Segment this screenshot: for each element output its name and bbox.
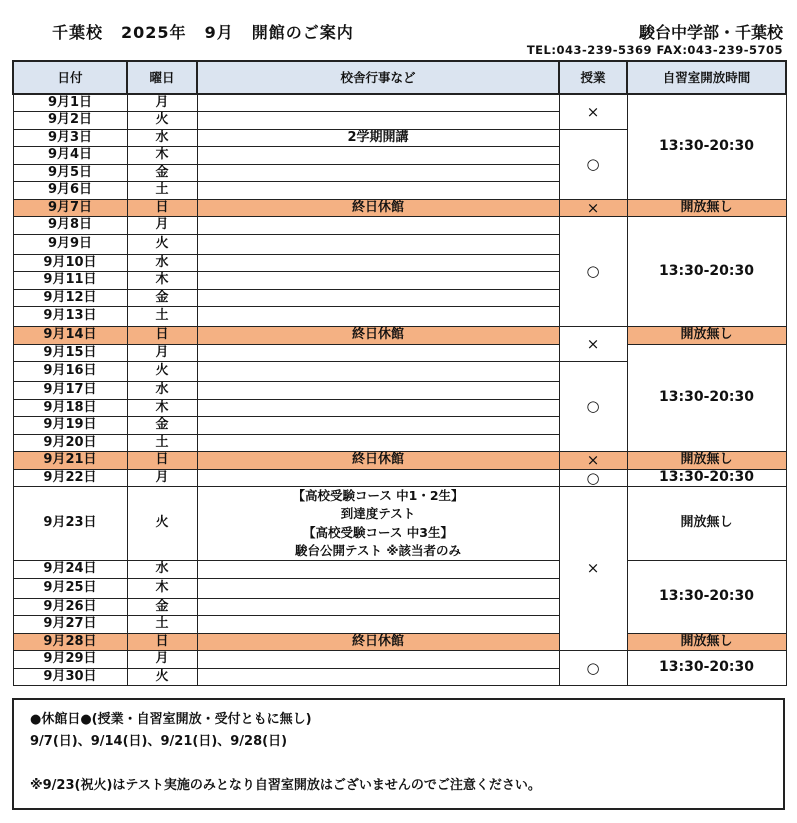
day-cell: 月 xyxy=(127,94,197,112)
day-cell: 火 xyxy=(127,487,197,561)
date-cell: 9月2日 xyxy=(13,112,127,130)
event-cell xyxy=(197,469,559,487)
table-row xyxy=(13,217,786,235)
event-cell xyxy=(197,651,559,669)
date-cell: 9月11日 xyxy=(13,272,127,290)
day-cell: 土 xyxy=(127,434,197,452)
col-study-room: 自習室開放時間 xyxy=(627,61,786,94)
day-cell: 金 xyxy=(127,164,197,182)
event-line: 【高校受験コース 中1・2生】 xyxy=(292,488,464,504)
event-cell: 終日休館 xyxy=(197,199,559,217)
day-cell: 月 xyxy=(127,651,197,669)
event-line: 駿台公開テスト ※該当者のみ xyxy=(294,542,461,558)
date-cell: 9月20日 xyxy=(13,434,127,452)
event-cell xyxy=(197,217,559,235)
day-cell: 日 xyxy=(127,327,197,345)
closed-dates: 9/7(日)、9/14(日)、9/21(日)、9/28(日) xyxy=(30,734,288,749)
date-cell: 9月1日 xyxy=(13,94,127,112)
date-cell: 9月7日 xyxy=(13,199,127,217)
study-room-cell: 開放無し xyxy=(627,633,786,651)
date-cell: 9月28日 xyxy=(13,633,127,651)
class-cell: × xyxy=(559,199,627,217)
date-cell: 9月14日 xyxy=(13,327,127,345)
date-cell: 9月26日 xyxy=(13,598,127,616)
day-cell: 水 xyxy=(127,254,197,272)
day-cell: 火 xyxy=(127,234,197,254)
day-cell: 木 xyxy=(127,399,197,417)
col-date: 日付 xyxy=(13,61,127,94)
study-room-cell: 開放無し xyxy=(627,452,786,470)
day-cell: 水 xyxy=(127,129,197,147)
event-cell xyxy=(197,234,559,254)
event-cell xyxy=(197,417,559,435)
study-room-cell: 開放無し xyxy=(627,487,786,561)
date-cell: 9月23日 xyxy=(13,487,127,561)
day-cell: 木 xyxy=(127,272,197,290)
day-cell: 月 xyxy=(127,469,197,487)
study-room-cell: 13:30-20:30 xyxy=(627,561,786,634)
date-cell: 9月12日 xyxy=(13,289,127,307)
event-cell: 終日休館 xyxy=(197,327,559,345)
study-room-cell: 開放無し xyxy=(627,327,786,345)
day-cell: 土 xyxy=(127,307,197,327)
col-classes: 授業 xyxy=(559,61,627,94)
date-cell: 9月16日 xyxy=(13,362,127,382)
event-cell xyxy=(197,399,559,417)
date-cell: 9月9日 xyxy=(13,234,127,254)
event-cell xyxy=(197,147,559,165)
event-cell xyxy=(197,487,559,561)
class-cell: ○ xyxy=(559,362,627,452)
day-cell: 日 xyxy=(127,452,197,470)
day-cell: 日 xyxy=(127,633,197,651)
event-cell xyxy=(197,362,559,382)
class-cell: × xyxy=(559,94,627,129)
class-cell: ○ xyxy=(559,651,627,686)
table-row xyxy=(13,487,786,561)
notice-heading: ●休館日●(授業・自習室開放・受付ともに無し) xyxy=(30,712,312,727)
class-cell: × xyxy=(559,327,627,362)
closure-notice xyxy=(12,698,785,810)
table-row-closed xyxy=(13,199,786,217)
date-cell: 9月24日 xyxy=(13,561,127,579)
schedule-table xyxy=(12,60,787,686)
page-title xyxy=(52,20,372,43)
table-header-row xyxy=(13,61,786,94)
notice-spacer xyxy=(30,752,767,774)
date-cell: 9月10日 xyxy=(13,254,127,272)
day-cell: 土 xyxy=(127,616,197,634)
year: 2025年 xyxy=(121,23,187,42)
event-cell: 終日休館 xyxy=(197,452,559,470)
event-cell xyxy=(197,598,559,616)
table-row-closed xyxy=(13,633,786,651)
event-cell xyxy=(197,182,559,200)
event-cell: 2学期開講 xyxy=(197,129,559,147)
event-line: 【高校受験コース 中3生】 xyxy=(303,524,453,540)
date-cell: 9月15日 xyxy=(13,344,127,362)
event-cell xyxy=(197,616,559,634)
study-room-cell: 13:30-20:30 xyxy=(627,94,786,199)
event-cell xyxy=(197,578,559,598)
date-cell: 9月8日 xyxy=(13,217,127,235)
event-cell xyxy=(197,164,559,182)
table-row-closed xyxy=(13,452,786,470)
event-cell xyxy=(197,382,559,400)
date-cell: 9月19日 xyxy=(13,417,127,435)
day-cell: 火 xyxy=(127,668,197,686)
col-events: 校舎行事など xyxy=(197,61,559,94)
date-cell: 9月17日 xyxy=(13,382,127,400)
day-cell: 火 xyxy=(127,112,197,130)
day-cell: 水 xyxy=(127,561,197,579)
study-room-cell: 開放無し xyxy=(627,199,786,217)
event-cell xyxy=(197,344,559,362)
study-room-cell: 13:30-20:30 xyxy=(627,651,786,686)
month: 9月 xyxy=(204,23,234,42)
table-row xyxy=(13,651,786,669)
event-line: 到達度テスト xyxy=(340,506,416,522)
study-room-cell: 13:30-20:30 xyxy=(627,469,786,487)
study-room-cell: 13:30-20:30 xyxy=(627,217,786,327)
date-cell: 9月27日 xyxy=(13,616,127,634)
study-room-cell: 13:30-20:30 xyxy=(627,344,786,452)
event-cell xyxy=(197,668,559,686)
table-row xyxy=(13,469,786,487)
date-cell: 9月4日 xyxy=(13,147,127,165)
date-cell: 9月5日 xyxy=(13,164,127,182)
day-cell: 金 xyxy=(127,289,197,307)
day-cell: 火 xyxy=(127,362,197,382)
notice-warning: ※9/23(祝火)はテスト実施のみとなり自習室開放はございませんのでご注意ください。 xyxy=(30,778,541,793)
date-cell: 9月21日 xyxy=(13,452,127,470)
day-cell: 土 xyxy=(127,182,197,200)
day-cell: 金 xyxy=(127,598,197,616)
event-cell: 終日休館 xyxy=(197,633,559,651)
class-cell: ○ xyxy=(559,217,627,327)
organization-name: 駿台中学部・千葉校 xyxy=(638,23,783,42)
event-cell xyxy=(197,94,559,112)
event-cell xyxy=(197,289,559,307)
day-cell: 木 xyxy=(127,578,197,598)
class-cell: ○ xyxy=(559,129,627,199)
date-cell: 9月18日 xyxy=(13,399,127,417)
col-day: 曜日 xyxy=(127,61,197,94)
table-row xyxy=(13,94,786,112)
date-cell: 9月6日 xyxy=(13,182,127,200)
event-cell xyxy=(197,112,559,130)
date-cell: 9月25日 xyxy=(13,578,127,598)
event-cell xyxy=(197,434,559,452)
event-cell xyxy=(197,307,559,327)
day-cell: 日 xyxy=(127,199,197,217)
class-cell: ○ xyxy=(559,469,627,487)
date-cell: 9月30日 xyxy=(13,668,127,686)
class-cell: × xyxy=(559,487,627,651)
date-cell: 9月3日 xyxy=(13,129,127,147)
date-cell: 9月29日 xyxy=(13,651,127,669)
table-row xyxy=(13,344,786,362)
day-cell: 木 xyxy=(127,147,197,165)
day-cell: 月 xyxy=(127,344,197,362)
contact-info: TEL:043-239-5369 FAX:043-239-5705 xyxy=(526,43,783,57)
date-cell: 9月22日 xyxy=(13,469,127,487)
school-name: 千葉校 xyxy=(52,23,104,42)
day-cell: 月 xyxy=(127,217,197,235)
date-cell: 9月13日 xyxy=(13,307,127,327)
event-cell xyxy=(197,254,559,272)
title: 開館のご案内 xyxy=(251,23,354,42)
event-cell xyxy=(197,272,559,290)
table-row-closed xyxy=(13,327,786,345)
table-row xyxy=(13,561,786,579)
class-cell: × xyxy=(559,452,627,470)
event-cell xyxy=(197,561,559,579)
day-cell: 金 xyxy=(127,417,197,435)
day-cell: 水 xyxy=(127,382,197,400)
